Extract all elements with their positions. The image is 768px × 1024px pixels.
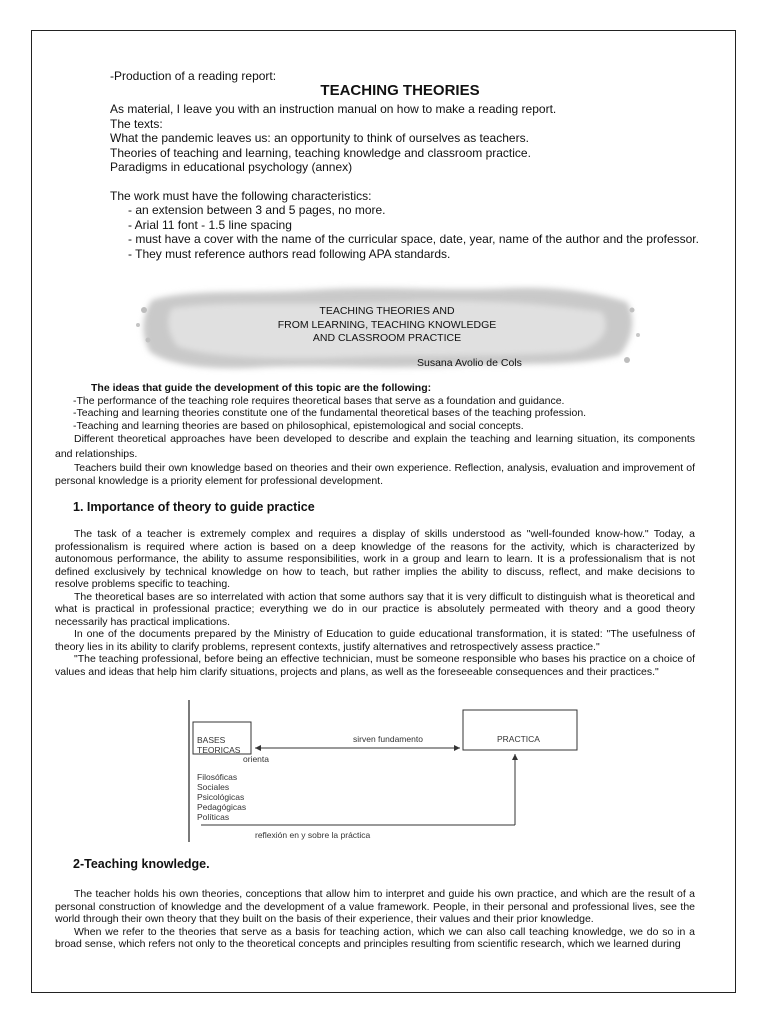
body-paragraph: "The teaching professional, before being an effective technician, must be someone responsible who bases his practice on a choice of values and ideas that help him clarify situations, projects and plans, as well as the foreseeable consequences and their practices." (55, 653, 695, 678)
ideas-paragraph: Different theoretical approaches have been developed to describe and explain the teaching and learning situation, its components and relationships. (55, 433, 695, 460)
banner-author: Susana Avolio de Cols (417, 357, 522, 369)
section1-body (55, 528, 695, 678)
section-heading: 2-Teaching knowledge. (73, 857, 210, 871)
base-type-item: Psicológicas (197, 792, 245, 802)
base-type-item: Filosóficas (197, 772, 238, 782)
banner-title-line: FROM LEARNING, TEACHING KNOWLEDGE (277, 318, 497, 331)
characteristic-item: - must have a cover with the name of the curricular space, date, year, name of the author and the professor. (128, 232, 699, 246)
base-type-item: Sociales (197, 782, 230, 792)
orienta-label: orienta (243, 754, 269, 764)
body-paragraph: In one of the documents prepared by the Ministry of Education to guide educational transformation, it is stated: "The usefulness of theory lies in its ability to clarify problems, represent contexts, justify alternatives and retrospectively assess practice." (55, 628, 695, 653)
diagram-lines (185, 698, 585, 844)
characteristics-list (110, 203, 710, 261)
texts-label: The texts: (110, 116, 163, 131)
body-paragraph: The task of a teacher is extremely complex and requires a display of skills understood as "well-founded know-how." Today, a professionalism is required where action is based on a deep knowledge of the reasons for the activity, which is characterized by autonomous performance, the ability to assume responsibilities, work in a group and learn to learn. It is a professionalism that is not defined exclusively by technical knowledge on how to teach, but rather implies the ability to discuss, reflect, and make decisions to resolve problems specific to teaching. (55, 528, 695, 590)
intro-line: As material, I leave you with an instruction manual on how to make a reading report. (110, 102, 557, 116)
characteristics-label: The work must have the following characteristics: (110, 188, 372, 203)
text-item: Theories of teaching and learning, teaching knowledge and classroom practice. (110, 145, 531, 160)
text-item: Paradigms in educational psychology (annex) (110, 160, 353, 174)
teoricas-label: TEORICAS (197, 745, 241, 755)
banner-title-line: TEACHING THEORIES AND (319, 305, 455, 317)
idea-item: -Teaching and learning theories constitute one of the fundamental theoretical bases of the teaching profession. (73, 407, 587, 419)
characteristic-item: - an extension between 3 and 5 pages, no more. (128, 203, 386, 217)
title-banner (132, 280, 642, 375)
bases-label: BASES (197, 735, 226, 745)
section2-body (55, 888, 695, 951)
ideas-heading: The ideas that guide the development of this topic are the following: (91, 382, 432, 394)
body-paragraph: The teacher holds his own theories, conceptions that allow him to interpret and guide his own practice, and which are the result of a personal construction of knowledge and the development of a value framework. People, in their personal and professional lives, see the world through their own theory that they built on the basis of their experience, their values and their prior knowledge. (55, 888, 695, 925)
idea-item: -The performance of the teaching role requires theoretical bases that serve as a foundation and guidance. (73, 394, 565, 407)
page-title: TEACHING THEORIES (320, 82, 480, 99)
report-subtitle: -Production of a reading report: (110, 69, 277, 83)
body-paragraph: The theoretical bases are so interrelated with action that some authors say that it is very difficult to distinguish what is theoretical and what is practical in professional practice; everything we do in our practice is absolutely permeated with theory and a good theory necessarily has practical implications. (55, 590, 695, 628)
practica-box: PRACTICA (497, 734, 540, 744)
intro-block (110, 102, 710, 261)
sirven-fundamento-label: sirven fundamento (353, 734, 423, 744)
bases-types-list (197, 772, 246, 822)
idea-item: -Teaching and learning theories are based on philosophical, epistemological and social concepts. (73, 419, 524, 432)
theory-practice-diagram (185, 698, 585, 844)
ideas-paragraph: Teachers build their own knowledge based on theories and their own experience. Reflection, analysis, evaluation and improvement of personal knowledge is a priority element for professional development. (55, 462, 695, 487)
reflexion-label: reflexión en y sobre la práctica (255, 830, 371, 840)
banner-title (132, 305, 642, 346)
banner-title-line: AND CLASSROOM PRACTICE (312, 332, 462, 344)
bases-teoricas-box (197, 735, 240, 755)
text-item: What the pandemic leaves us: an opportunity to think of ourselves as teachers. (110, 131, 529, 145)
base-type-item: Pedagógicas (197, 802, 247, 812)
base-type-item: Políticas (197, 812, 230, 822)
body-paragraph: When we refer to the theories that serve as a basis for teaching action, which we can also call teaching knowledge, we do so in a broad sense, which refers not only to the theoretical concepts and principles resulting from scientific research, which we learned during (55, 925, 695, 950)
ideas-block (55, 382, 695, 487)
characteristic-item: - They must reference authors read following APA standards. (128, 246, 451, 261)
characteristic-item: - Arial 11 font - 1.5 line spacing (128, 217, 292, 232)
section-heading: 1. Importance of theory to guide practice (73, 500, 315, 514)
